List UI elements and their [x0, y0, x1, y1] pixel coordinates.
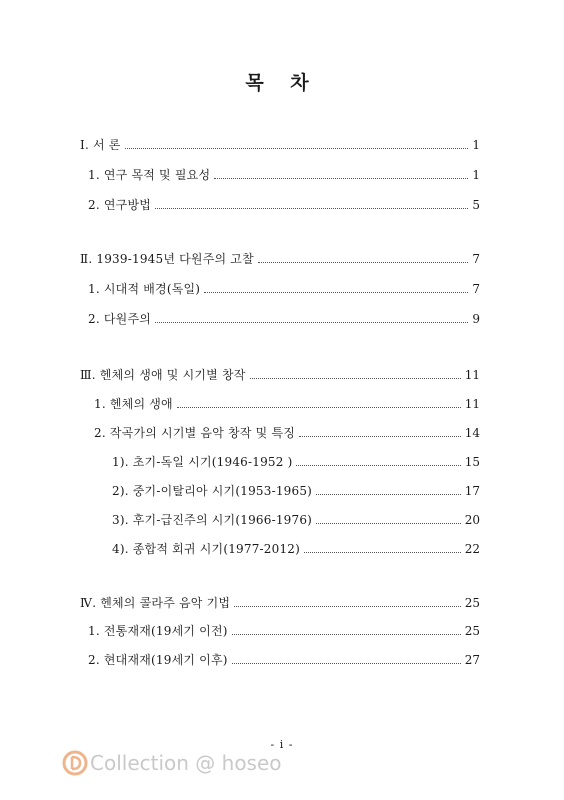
toc-entry-page: 25 [464, 624, 480, 638]
dcollection-logo-icon [62, 750, 88, 776]
toc-entry-page: 1 [472, 168, 480, 182]
dot-leader [204, 291, 468, 293]
toc-entry-subsection-3-2-4[interactable] [112, 540, 480, 558]
dot-leader [214, 177, 468, 179]
toc-entry-label: 1. 시대적 배경(독일) [88, 282, 201, 296]
toc-entry-section-1-2[interactable] [88, 196, 480, 214]
toc-entry-page: 27 [464, 653, 480, 667]
toc-entry-label: 2. 현대재재(19세기 이후) [88, 653, 228, 667]
toc-entry-page: 1 [472, 138, 480, 152]
toc-entry-section-3-2[interactable] [94, 424, 480, 442]
toc-title: 목 차 [245, 72, 319, 94]
toc-entry-label: 1. 전통재재(19세기 이전) [88, 624, 228, 638]
toc-entry-page: 15 [464, 455, 480, 469]
page-number: - i - [270, 738, 294, 751]
toc-entry-page: 11 [464, 397, 480, 411]
toc-entry-subsection-3-2-2[interactable] [112, 482, 480, 500]
dot-leader [316, 493, 461, 495]
dot-leader [296, 464, 460, 466]
toc-entry-section-2-2[interactable] [88, 310, 480, 328]
dot-leader [232, 662, 461, 664]
toc-entry-page: 20 [464, 513, 480, 527]
toc-entry-subsection-3-2-3[interactable] [112, 511, 480, 529]
toc-entry-chapter-1[interactable] [80, 136, 480, 154]
dot-leader [232, 633, 461, 635]
dot-leader [304, 551, 461, 553]
toc-entry-label: 3). 후기-급진주의 시기(1966-1976) [112, 513, 313, 527]
toc-entry-label: 2). 중기-이탈리아 시기(1953-1965) [112, 484, 313, 498]
watermark-text: Collection @ hoseo [90, 751, 282, 775]
toc-entry-page: 7 [472, 282, 480, 296]
dot-leader [234, 605, 461, 607]
toc-entry-page: 14 [464, 426, 480, 440]
toc-entry-label: 1). 초기-독일 시기(1946-1952 ) [112, 455, 293, 469]
toc-entry-page: 5 [472, 198, 480, 212]
dot-leader [155, 321, 468, 323]
toc-entry-section-3-1[interactable] [94, 395, 480, 413]
toc-entry-page: 25 [464, 596, 480, 610]
toc-entry-section-4-1[interactable] [88, 622, 480, 640]
dot-leader [155, 207, 468, 209]
toc-entry-subsection-3-2-1[interactable] [112, 453, 480, 471]
toc-entry-label: 1. 연구 목적 및 필요성 [88, 168, 211, 182]
dot-leader [316, 522, 461, 524]
toc-entry-section-2-1[interactable] [88, 280, 480, 298]
toc-entry-label: 1. 헨체의 생애 [94, 397, 173, 411]
dot-leader [299, 435, 461, 437]
toc-entry-label: 2. 다원주의 [88, 312, 152, 326]
toc-entry-page: 9 [472, 312, 480, 326]
toc-entry-label: 4). 종합적 회귀 시기(1977-2012) [112, 542, 301, 556]
dot-leader [250, 377, 461, 379]
toc-entry-page: 7 [472, 252, 480, 266]
toc-entry-chapter-4[interactable] [80, 594, 480, 612]
toc-entry-label: 2. 작곡가의 시기별 음악 창작 및 특징 [94, 426, 296, 440]
watermark [62, 748, 282, 778]
toc-entry-label: 2. 연구방법 [88, 198, 152, 212]
toc-entry-chapter-2[interactable] [80, 250, 480, 268]
toc-entry-chapter-3[interactable] [80, 366, 480, 384]
toc-entry-label: Ⅲ. 헨체의 생애 및 시기별 창작 [80, 368, 246, 382]
toc-entry-label: Ⅰ. 서 론 [80, 138, 121, 152]
dot-leader [125, 147, 468, 149]
toc-entry-page: 22 [464, 542, 480, 556]
toc-entry-page: 17 [464, 484, 480, 498]
toc-entry-page: 11 [464, 368, 480, 382]
dot-leader [258, 261, 468, 263]
dot-leader [177, 406, 461, 408]
toc-entry-label: Ⅱ. 1939-1945년 다원주의 고찰 [80, 252, 254, 266]
toc-entry-section-1-1[interactable] [88, 166, 480, 184]
toc-entry-label: Ⅳ. 헨체의 콜라주 음악 기법 [80, 596, 231, 610]
toc-entry-section-4-2[interactable] [88, 651, 480, 669]
